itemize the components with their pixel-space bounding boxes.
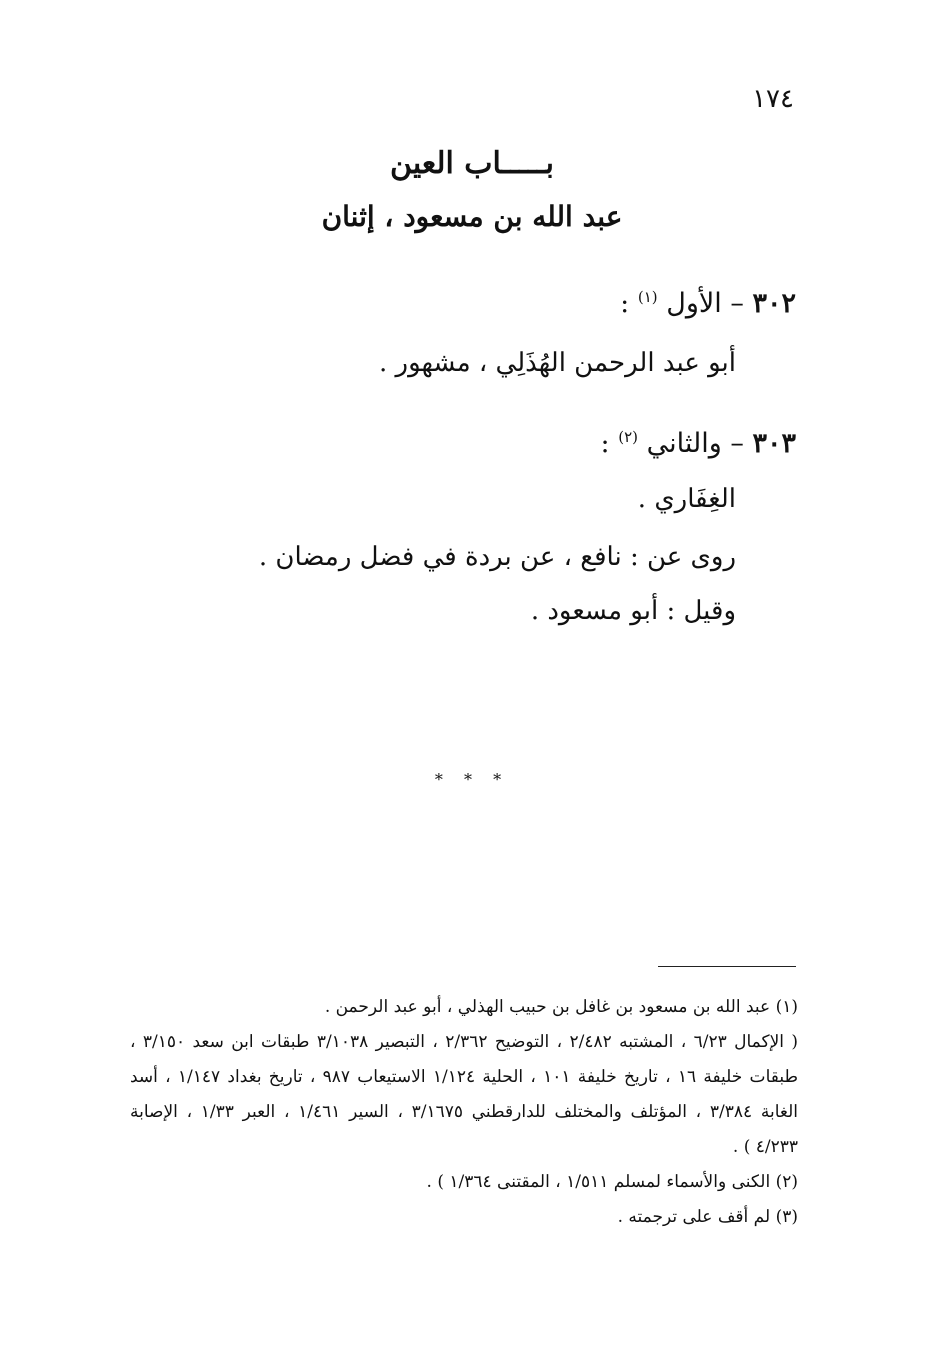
footnote-2: (٢) الكنى والأسماء لمسلم ١/٥١١ ، المقتنى ١/٣٦٤ ) .	[426, 1172, 798, 1192]
entry-label: والثاني	[646, 428, 722, 459]
footnotes	[130, 990, 798, 1235]
entry-line: الغِفَاري .	[637, 484, 736, 514]
entry-number: ٣٠٢	[752, 288, 796, 319]
entry-colon: :	[600, 428, 610, 459]
footnote-ref: (١)	[637, 288, 658, 306]
entry-line: روى عن : نافع ، عن بردة في فضل رمضان .	[258, 542, 736, 572]
chapter-title: بـــــاب العين	[390, 146, 554, 181]
entry-number: ٣٠٣	[752, 428, 796, 459]
page-number: ١٧٤	[752, 84, 794, 114]
section-separator: * * *	[434, 770, 510, 789]
entry-heading-302	[620, 288, 796, 319]
entry-line: أبو عبد الرحمن الهُذَلِي ، مشهور .	[379, 348, 736, 378]
entry-heading-303	[601, 428, 796, 459]
footnote-1-sources: ( الإكمال ٦/٢٣ ، المشتبه ٢/٤٨٢ ، التوضيح ٢/٣٦٢ ، التبصير ٣/١٠٣٨ طبقات ابن سعد ٣/١٥٠ ، طبقات خليفة ١٦ ، تاريخ خليفة ١٠١ ، الحلية ١/١٢٤ الاستيعاب ٩٨٧ ، تاريخ بغداد ١/١٤٧ ، أسد الغابة ٣/٣٨٤ ، المؤتلف والمختلف للدارقطني ٣/١٦٧٥ ، السير ١/٤٦١ ، العبر ١/٣٣ ، الإصابة ٤/٢٣٣ ) .	[130, 1032, 799, 1157]
entry-dash: –	[730, 288, 744, 319]
footnote-divider	[658, 966, 796, 967]
footnote-ref: (٢)	[618, 428, 639, 446]
entry-colon: :	[620, 288, 630, 319]
section-title: عبد الله بن مسعود ، إثنان	[321, 200, 623, 233]
entry-label: الأول	[666, 288, 722, 319]
entry-dash: –	[730, 428, 744, 459]
footnote-1: (١) عبد الله بن مسعود بن غافل بن حبيب الهذلي ، أبو عبد الرحمن .	[324, 997, 798, 1017]
entry-line: وقيل : أبو مسعود .	[530, 596, 736, 626]
footnote-3: (٣) لم أقف على ترجمته .	[617, 1207, 798, 1227]
